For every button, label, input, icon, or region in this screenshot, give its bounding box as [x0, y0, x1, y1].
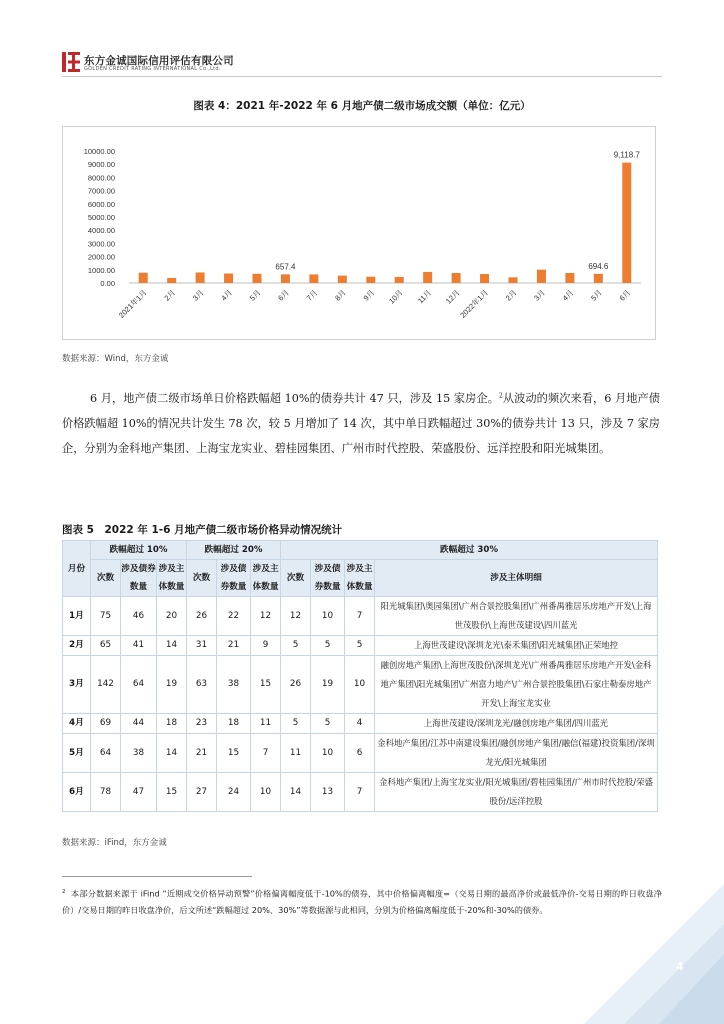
cell-value: 27 [187, 773, 217, 812]
cell-month: 6月 [63, 773, 91, 812]
cell-detail: 上海世茂建设/深圳龙光/融创房地产集团/四川蓝光 [375, 714, 658, 734]
cell-value: 22 [217, 597, 251, 636]
cell-value: 11 [281, 734, 311, 773]
cell-value: 47 [121, 773, 157, 812]
body-paragraph [62, 386, 660, 461]
y-tick-label: 4000.00 [87, 226, 115, 236]
y-tick-label: 10000.00 [83, 147, 115, 156]
cell-month: 2月 [63, 636, 91, 656]
cell-value: 18 [157, 714, 187, 734]
cell-value: 21 [217, 636, 251, 656]
bar [224, 273, 233, 283]
paragraph-text-a: 6 月，地产债二级市场单日价格跌幅超 10%的债券共计 47 只，涉及 15 家房企。 [90, 392, 499, 405]
cell-value: 44 [121, 714, 157, 734]
bar [196, 272, 205, 283]
x-tick-label: 9月 [361, 288, 377, 303]
cell-value: 10 [251, 773, 281, 812]
figure4-title: 图表 4：2021 年-2022 年 6 月地产债二级市场成交额（单位：亿元） [193, 100, 531, 112]
cell-value: 64 [91, 734, 121, 773]
figure4-source: 数据来源：Wind，东方金诚 [62, 354, 169, 364]
bar [537, 270, 546, 283]
cell-value: 23 [187, 714, 217, 734]
cell-value: 65 [91, 636, 121, 656]
cell-value: 5 [281, 636, 311, 656]
x-tick-label: 4月 [560, 288, 576, 303]
cell-value: 15 [217, 734, 251, 773]
bar [167, 278, 176, 283]
header-issuers: 涉及主体数量 [157, 560, 187, 597]
header-bonds: 涉及债券数量 [121, 560, 157, 597]
cell-value: 14 [157, 636, 187, 656]
header-group-30: 跌幅超过 30% [281, 541, 658, 560]
cell-value: 7 [345, 597, 375, 636]
cell-value: 69 [91, 714, 121, 734]
x-tick-label: 2022年1月 [458, 288, 490, 320]
x-tick-label: 3月 [532, 288, 547, 303]
footnote-number: 2 [62, 889, 66, 895]
cell-detail: 阳光城集团\奥园集团\广州合景控股集团\广州番禺雅居乐房地产开发\上海世茂股份\上海世茂建设\四川蓝光 [375, 597, 658, 636]
cell-value: 11 [251, 714, 281, 734]
price-volatility-table [62, 540, 658, 812]
bar [281, 274, 290, 283]
header-group-20: 跌幅超过 20% [187, 541, 281, 560]
cell-value: 15 [251, 656, 281, 714]
cell-value: 19 [157, 656, 187, 714]
header-times: 次数 [91, 560, 121, 597]
header-bonds: 涉及债券数量 [217, 560, 251, 597]
bar [509, 277, 518, 283]
cell-value: 21 [187, 734, 217, 773]
y-tick-label: 5000.00 [87, 213, 115, 222]
cell-value: 38 [121, 734, 157, 773]
x-tick-label: 6月 [617, 288, 633, 303]
figure4-chart [62, 126, 656, 340]
cell-value: 5 [311, 714, 345, 734]
bar [565, 273, 574, 283]
cell-value: 46 [121, 597, 157, 636]
cell-value: 9 [251, 636, 281, 656]
bar [366, 277, 375, 283]
cell-value: 142 [91, 656, 121, 714]
cell-value: 75 [91, 597, 121, 636]
bar [309, 274, 318, 283]
cell-value: 31 [187, 636, 217, 656]
x-tick-label: 4月 [219, 288, 234, 303]
header-times: 次数 [281, 560, 311, 597]
bar [480, 274, 489, 283]
cell-value: 64 [121, 656, 157, 714]
table-row [63, 734, 658, 773]
header-month: 月份 [63, 541, 91, 597]
cell-value: 15 [157, 773, 187, 812]
data-label: 9,118.7 [613, 150, 640, 160]
y-tick-label: 7000.00 [87, 186, 115, 196]
page-header [62, 50, 662, 76]
x-tick-label: 6月 [276, 288, 291, 303]
header-bonds: 涉及债券数量 [311, 560, 345, 597]
cell-value: 41 [121, 636, 157, 656]
header-issuers: 涉及主体数量 [251, 560, 281, 597]
cell-month: 1月 [63, 597, 91, 636]
footnote-divider [62, 876, 252, 877]
data-label: 657.4 [275, 262, 296, 272]
figure5-title: 图表 5 2022 年 1-6 月地产债二级市场价格异动情况统计 [62, 524, 343, 536]
cell-month: 5月 [63, 734, 91, 773]
table-row [63, 656, 658, 714]
cell-value: 4 [345, 714, 375, 734]
header-times: 次数 [187, 560, 217, 597]
cell-value: 26 [187, 597, 217, 636]
x-tick-label: 2021年1月 [116, 288, 149, 320]
cell-value: 14 [281, 773, 311, 812]
bar [395, 277, 404, 283]
x-tick-label: 2月 [503, 288, 519, 303]
company-name-cn: 东方金诚国际信用评估有限公司 [84, 55, 234, 67]
cell-value: 10 [311, 734, 345, 773]
corner-decoration [564, 884, 724, 1024]
cell-value: 5 [345, 636, 375, 656]
bar [338, 276, 347, 283]
footnote-ref[interactable]: 2 [498, 392, 503, 400]
x-tick-label: 3月 [190, 288, 206, 303]
y-tick-label: 3000.00 [87, 239, 115, 249]
x-tick-label: 11月 [415, 288, 434, 306]
cell-value: 19 [311, 656, 345, 714]
paragraph-text-b: 从波动的频次来看，6 月地产债价格跌幅超 10%的情况共计发生 78 次，较 5 月增加了 14 次，其中单日跌幅超过 30%的债券共计 13 只，涉及 7 家房企，分别为金科地产集团、上海宝龙实业、碧桂园集团、广州市时代控股、荣盛股份、远洋控股和阳光城集团。 [62, 392, 660, 455]
x-tick-label: 8月 [333, 288, 348, 303]
bar [253, 274, 262, 283]
header-issuers: 涉及主体数量 [345, 560, 375, 597]
cell-value: 6 [345, 734, 375, 773]
bar [594, 274, 603, 283]
company-logo-icon [62, 52, 80, 72]
data-label: 694.6 [588, 261, 609, 271]
cell-value: 13 [311, 773, 345, 812]
x-tick-label: 5月 [247, 288, 263, 303]
cell-value: 7 [251, 734, 281, 773]
x-tick-label: 10月 [387, 288, 405, 306]
cell-detail: 上海世茂建设\深圳龙光\泰禾集团\阳光城集团\正荣地控 [375, 636, 658, 656]
header-group-10: 跌幅超过 10% [91, 541, 187, 560]
cell-value: 20 [157, 597, 187, 636]
y-tick-label: 0.00 [100, 279, 115, 288]
y-tick-label: 8000.00 [87, 173, 115, 183]
cell-value: 5 [311, 636, 345, 656]
cell-detail: 金科地产集团/上海宝龙实业/阳光城集团/碧桂园集团/广州市时代控股/荣盛股份/远洋控股 [375, 773, 658, 812]
bar-chart [63, 127, 657, 341]
y-tick-label: 1000.00 [87, 265, 115, 275]
table-row [63, 773, 658, 812]
cell-value: 12 [251, 597, 281, 636]
cell-value: 10 [311, 597, 345, 636]
bar [423, 272, 432, 283]
header-detail: 涉及主体明细 [375, 560, 658, 597]
table-row [63, 597, 658, 636]
cell-value: 10 [345, 656, 375, 714]
cell-value: 5 [281, 714, 311, 734]
footnote-text: 本部分数据来源于 iFind “近期成交价格异动预警”价格偏离幅度低于-10%的债券，其中价格偏离幅度=（交易日期的最高净价或最低净价-交易日期的昨日收盘净价）/交易日期的昨日收盘净价，后文所述“跌幅超过 20%、30%”等数据源与此相同，分别为价格偏离幅度低于-20%和-30%的债券。 [62, 888, 662, 915]
figure5-source: 数据来源：iFind，东方金诚 [62, 838, 167, 848]
cell-value: 38 [217, 656, 251, 714]
company-name-en: GOLDEN CREDIT RATING INTERNATIONAL Co.,Ltd. [84, 66, 221, 72]
cell-value: 24 [217, 773, 251, 812]
cell-month: 4月 [63, 714, 91, 734]
cell-value: 18 [217, 714, 251, 734]
bar [622, 163, 631, 283]
header-divider [62, 76, 662, 77]
cell-value: 63 [187, 656, 217, 714]
y-tick-label: 6000.00 [87, 199, 115, 209]
cell-value: 26 [281, 656, 311, 714]
bar [139, 273, 148, 283]
table-row [63, 714, 658, 734]
table-row [63, 636, 658, 656]
cell-value: 12 [281, 597, 311, 636]
cell-detail: 金科地产集团/江苏中南建设集团/融创房地产集团/融信(福建)投资集团/深圳龙光/阳光城集团 [375, 734, 658, 773]
x-tick-label: 2月 [162, 288, 178, 303]
x-tick-label: 12月 [443, 288, 462, 306]
cell-value: 14 [157, 734, 187, 773]
x-tick-label: 5月 [589, 288, 604, 303]
y-tick-label: 2000.00 [87, 252, 115, 262]
cell-detail: 融创房地产集团\上海世茂股份\深圳龙光\广州番禺雅居乐房地产开发\金科地产集团\阳光城集团\广州富力地产\广州合景控股集团\石家庄勒泰房地产开发\上海宝龙实业 [375, 656, 658, 714]
cell-value: 7 [345, 773, 375, 812]
cell-value: 78 [91, 773, 121, 812]
y-tick-label: 9000.00 [87, 160, 115, 170]
bar [452, 273, 461, 283]
cell-month: 3月 [63, 656, 91, 714]
page-number: 4 [676, 960, 684, 973]
x-tick-label: 7月 [304, 288, 320, 303]
